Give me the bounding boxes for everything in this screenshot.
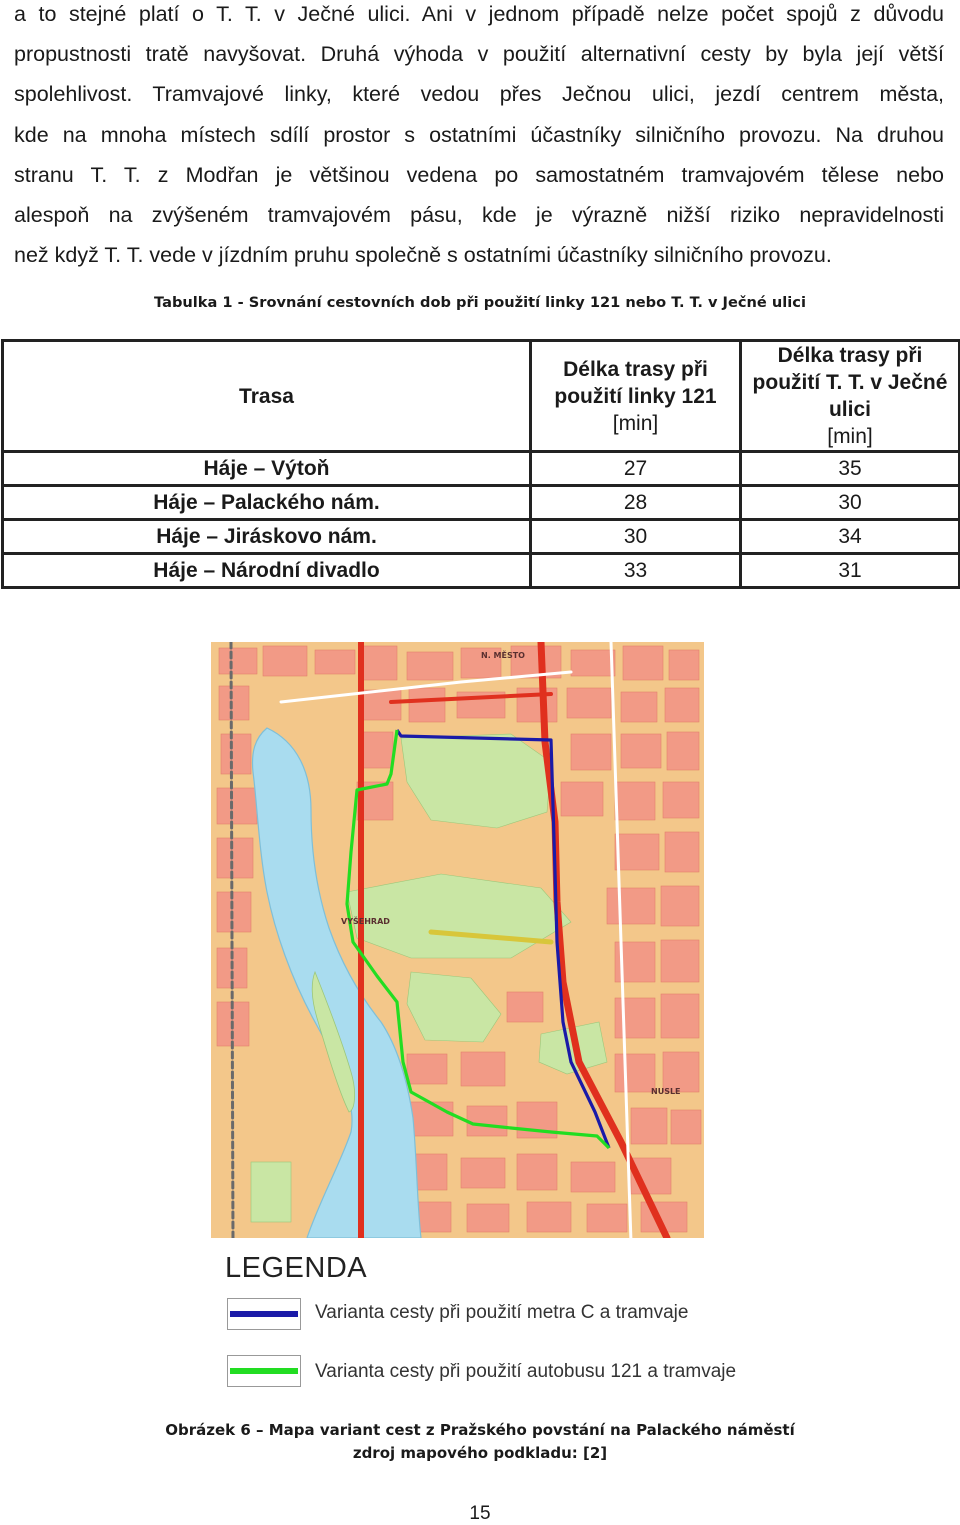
table-row: [3, 486, 960, 520]
label-nove-mesto: N. MĚSTO: [481, 651, 525, 660]
cell-bus: 27: [531, 452, 741, 486]
cell-bus: 33: [531, 554, 741, 588]
paragraph-line: spolehlivost. Tramvajové linky, které vedou přes Ječnou ulici, jezdí centrem města,: [14, 82, 944, 107]
table-row: [3, 520, 960, 554]
label-nusle: NUSLE: [651, 1087, 681, 1096]
legend-item-bus: Varianta cesty při použití autobusu 121 a tramvaje: [315, 1361, 737, 1382]
page-number: 15: [469, 1503, 491, 1524]
legend-title: LEGENDA: [225, 1252, 368, 1284]
table-caption: Tabulka 1 - Srovnání cestovních dob při použití linky 121 nebo T. T. v Ječné ulici: [154, 294, 806, 311]
paragraph-line: propustnosti tratě navyšovat. Druhá výhoda v použití alternativní cesty by byla její větší: [14, 42, 944, 67]
paragraph-line: alespoň na zvýšeném tramvajovém pásu, kde je výrazně nižší riziko nepravidelnosti: [14, 202, 944, 227]
cell-tram: 35: [741, 452, 960, 486]
cell-route: Háje – Jiráskovo nám.: [3, 520, 531, 554]
legend-line-green: [230, 1368, 298, 1374]
cell-route: Háje – Výtoň: [3, 452, 531, 486]
legend-swatch-bus: [227, 1355, 301, 1387]
travel-time-table: [1, 339, 960, 589]
cell-tram: 34: [741, 520, 960, 554]
legend-swatch-metro: [227, 1298, 301, 1330]
figure-source: zdroj mapového podkladu: [2]: [352, 1444, 608, 1462]
cell-bus: 30: [531, 520, 741, 554]
header-bus: Délka trasy při použití linky 121 [min]: [531, 341, 741, 452]
cell-route: Háje – Národní divadlo: [3, 554, 531, 588]
table-header-row: [3, 341, 960, 452]
figure-caption: Obrázek 6 – Mapa variant cest z Pražského povstání na Palackého náměstí: [165, 1421, 795, 1439]
body-paragraph: [14, 0, 944, 275]
label-vysehrad: VYŠEHRAD: [341, 917, 390, 926]
paragraph-line: a to stejné platí o T. T. v Ječné ulici. Ani v jednom případě nelze počet spojů z důvodu: [14, 2, 944, 26]
table-row: [3, 452, 960, 486]
legend-line-blue: [230, 1311, 298, 1317]
paragraph-line: než když T. T. vede v jízdním pruhu společně s ostatními účastníky silničního provozu.: [14, 243, 832, 268]
paragraph-line: stranu T. T. z Modřan je většinou vedena po samostatném tramvajovém tělese nebo: [14, 162, 944, 187]
header-tram: Délka trasy při použití T. T. v Ječné ulici [min]: [741, 341, 960, 452]
cell-tram: 30: [741, 486, 960, 520]
route-map: [211, 642, 704, 1238]
cell-route: Háje – Palackého nám.: [3, 486, 531, 520]
table-row: [3, 554, 960, 588]
cell-bus: 28: [531, 486, 741, 520]
paragraph-line: kde na mnoha místech sdílí prostor s ostatními účastníky silničního provozu. Na druhou: [14, 122, 944, 147]
map-legend: [211, 1238, 771, 1408]
header-route: Trasa: [3, 341, 531, 452]
cell-tram: 31: [741, 554, 960, 588]
legend-item-metro: Varianta cesty při použití metra C a tramvaje: [315, 1302, 689, 1323]
